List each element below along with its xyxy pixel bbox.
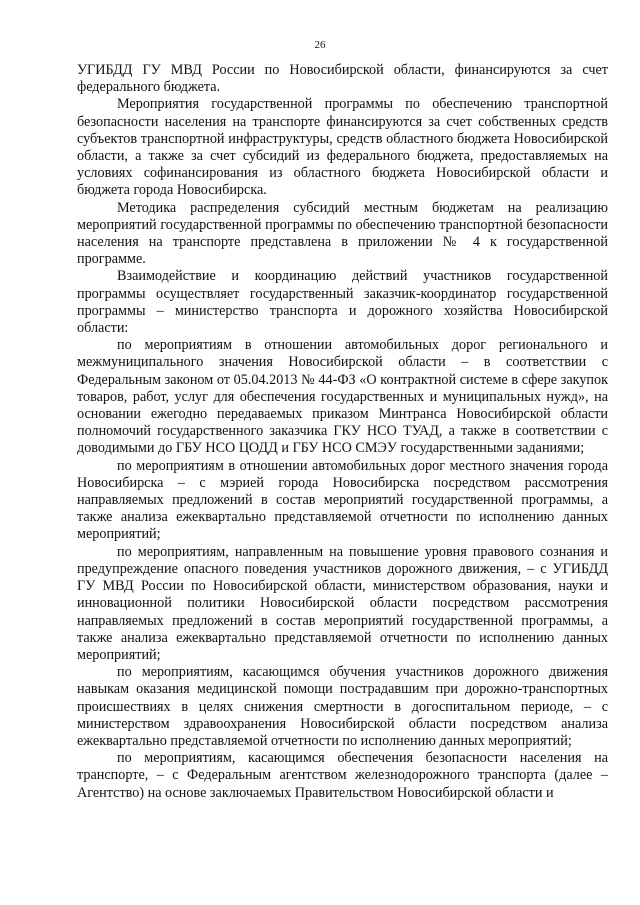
- paragraph-transport-security-funding: Мероприятия государственной программы по обеспечению транспортной безопасности населения на транспорте финансируются за счет собственных средств субъектов транспортной инфраструктуры, средств областного бюджета Новосибирской области, а также за счет субсидий из федерального бюджета, предоставляемых на условиях софинансирования из областного бюджета Новосибирской области и бюджета города Новосибирска.: [77, 96, 608, 199]
- paragraph-local-roads: по мероприятиям в отношении автомобильных дорог местного значения города Новосибирска – с мэрией города Новосибирска посредством рассмотрения направляемых предложений в состав мероприятий государственной программы, а также анализа ежеквартально представляемой отчетности по исполнению данных мероприятий;: [77, 457, 608, 543]
- paragraph-subsidy-methodology: Методика распределения субсидий местным бюджетам на реализацию мероприятий государственной программы по обеспечению транспортной безопасности населения на транспорте представлена в приложении № 4 к государственной программе.: [77, 199, 608, 268]
- paragraph-funding-federal: УГИБДД ГУ МВД России по Новосибирской области, финансируются за счет федерального бюджета.: [77, 62, 608, 96]
- paragraph-regional-roads: по мероприятиям в отношении автомобильных дорог регионального и межмуниципального значения Новосибирской области – в соответствии с Федеральным законом от 05.04.2013 № 44-ФЗ «О контрактной системе в сфере закупок товаров, работ, услуг для обеспечения государственных и муниципальных нужд», на основании ежегодно передаваемых приказом Минтранса Новосибирской области полномочий государственного заказчика ГКУ НСО ТУАД, а также в соответствии с доводимыми до ГБУ НСО ЦОДД и ГБУ НСО СМЭУ государственными заданиями;: [77, 337, 608, 457]
- paragraph-coordination: Взаимодействие и координацию действий участников государственной программы осуществляет государственный заказчик-координатор государственной программы – министерство транспорта и дорожного хозяйства Новосибирской области:: [77, 268, 608, 337]
- page-number: 26: [314, 39, 326, 51]
- paragraph-medical-training: по мероприятиям, касающимся обучения участников дорожного движения навыкам оказания медицинской помощи пострадавшим при дорожно-транспортных происшествиях в целях снижения смертности в догоспитальном периоде, – с министерством здравоохранения Новосибирской области посредством анализа ежеквартально представляемой отчетности по исполнению данных мероприятий;: [77, 664, 608, 749]
- document-body: [77, 62, 608, 802]
- paragraph-legal-awareness: по мероприятиям, направленным на повышение уровня правового сознания и предупреждение опасного поведения участников дорожного движения, – с УГИБДД ГУ МВД России по Новосибирской области, министерством образования, науки и инновационной политики Новосибирской области посредством рассмотрения направляемых предложений в состав мероприятий государственной программы, а также анализа ежеквартально представляемой отчетности по исполнению данных мероприятий;: [77, 543, 608, 663]
- paragraph-transport-safety: по мероприятиям, касающимся обеспечения безопасности населения на транспорте, – с Федеральным агентством железнодорожного транспорта (далее – Агентство) на основе заключаемых Правительством Новосибирской области и: [77, 750, 608, 801]
